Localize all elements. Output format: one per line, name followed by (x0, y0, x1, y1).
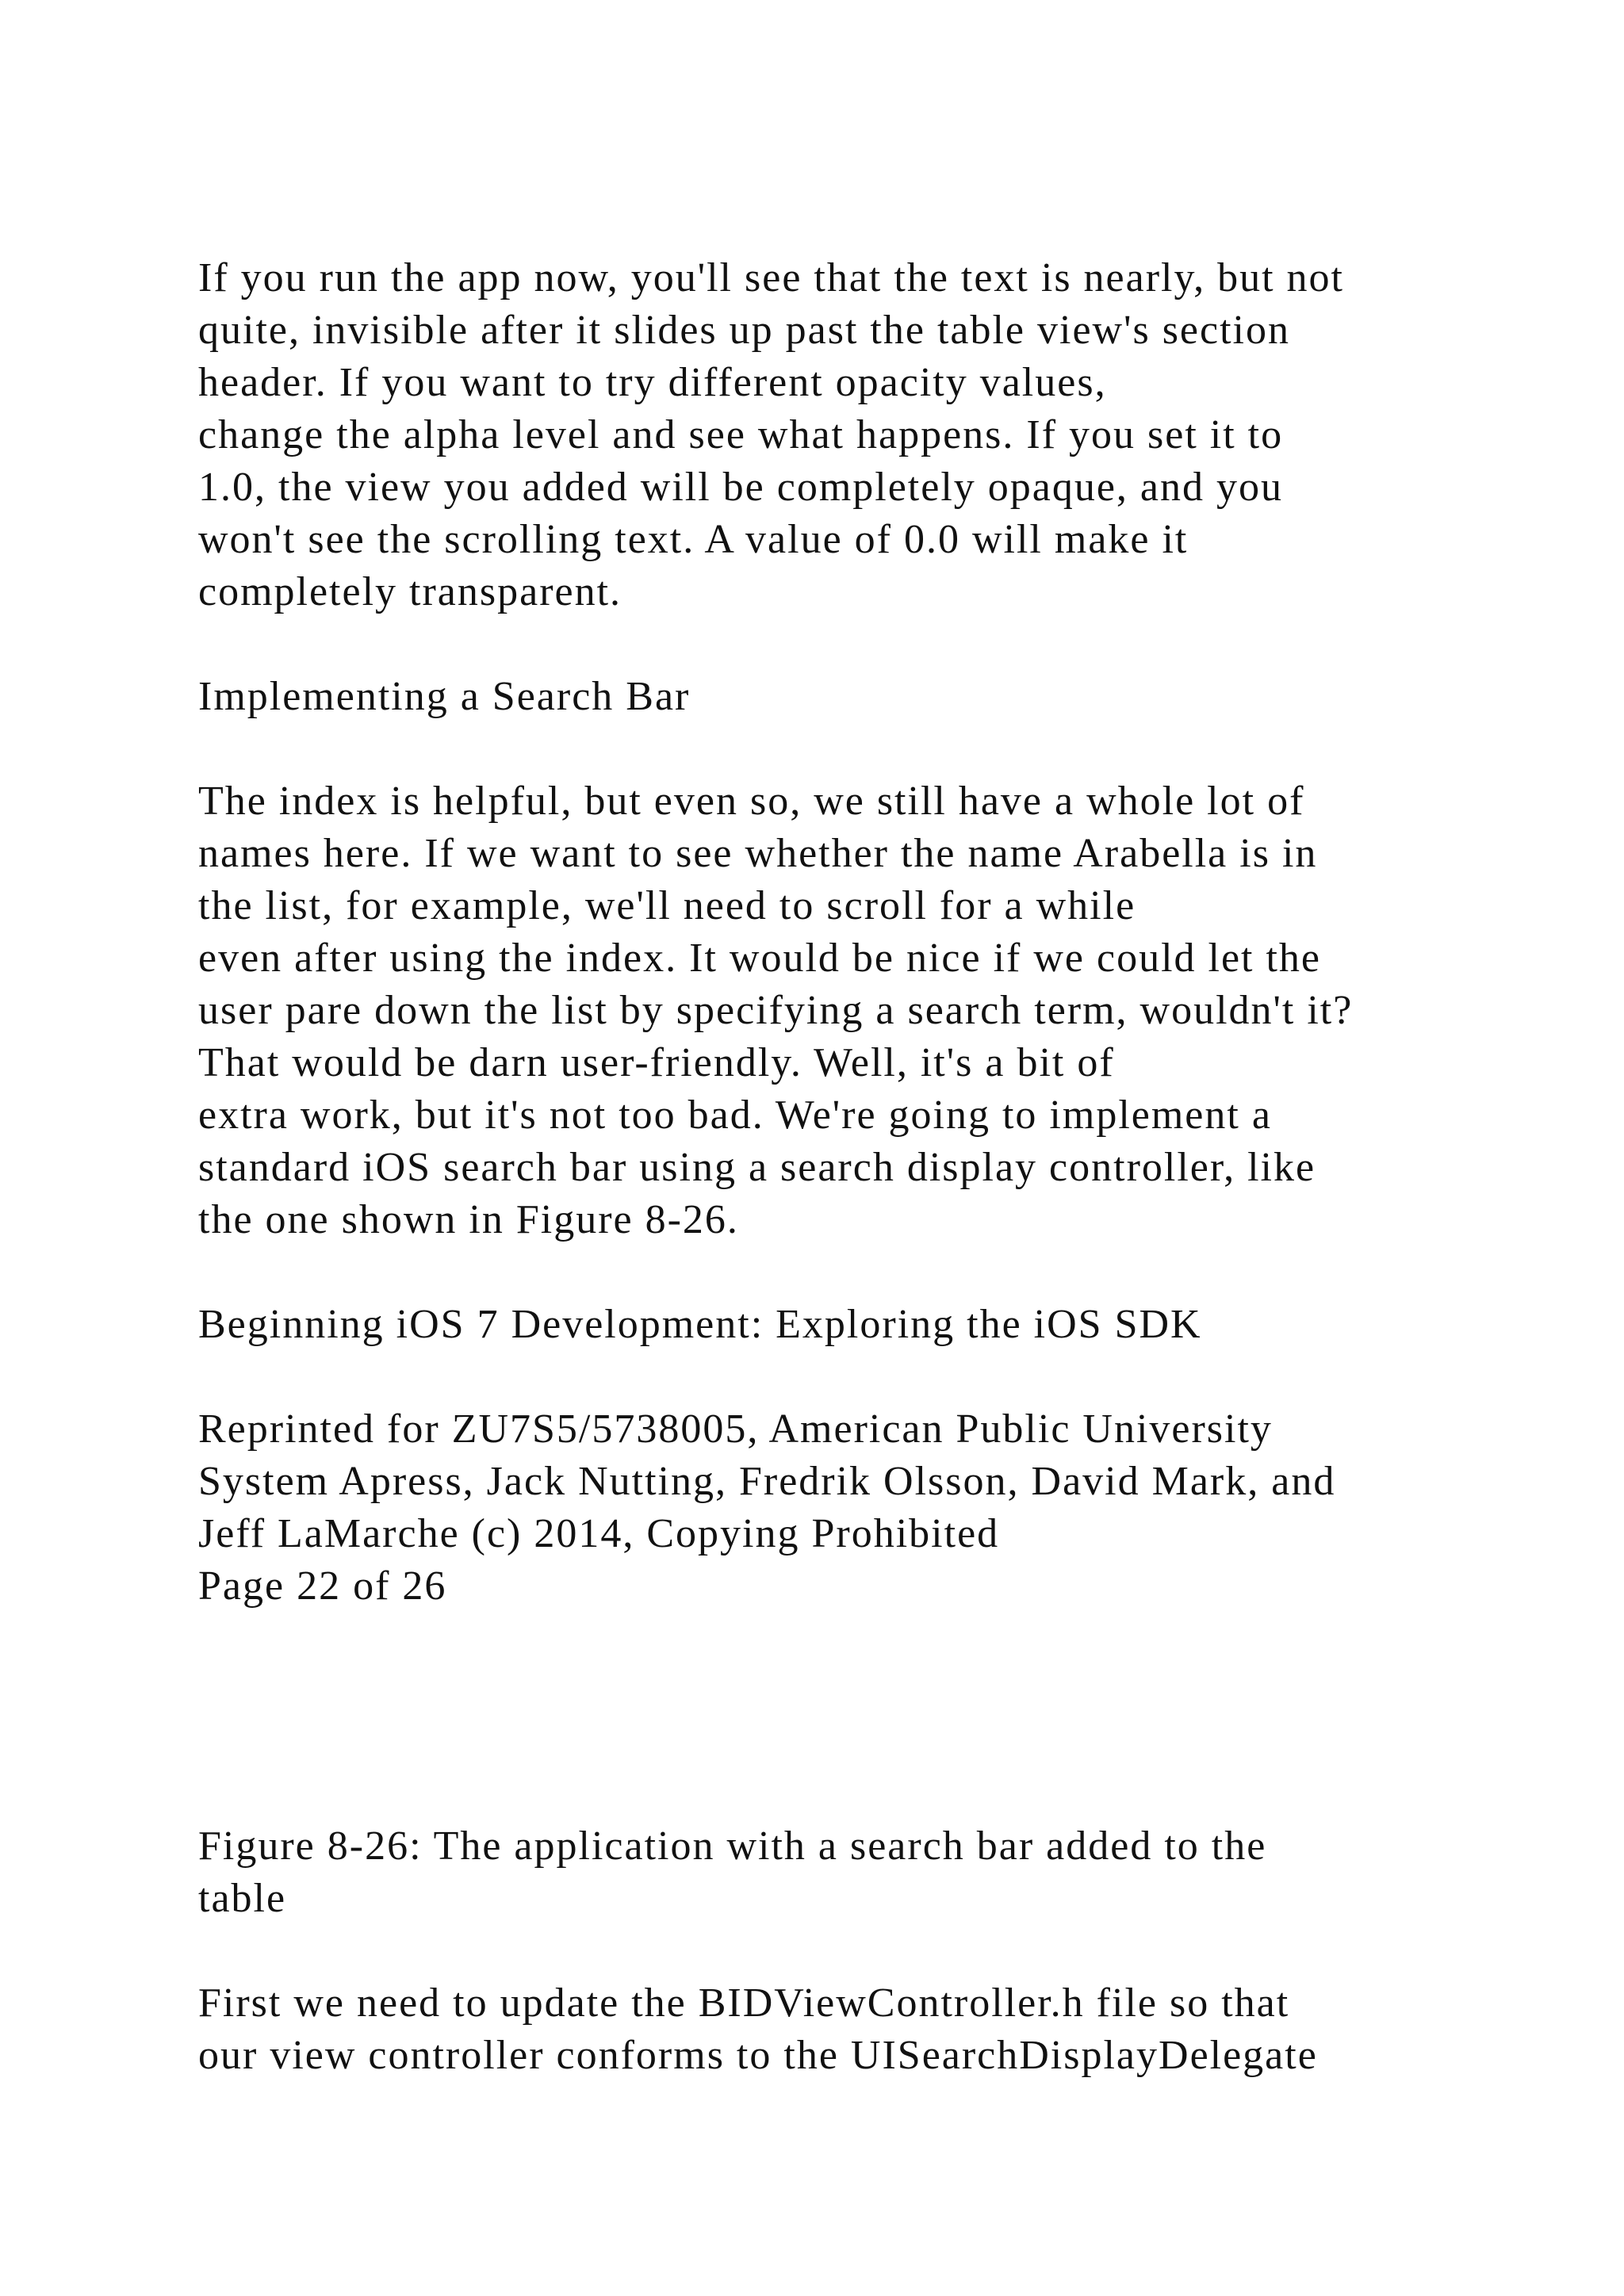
section-heading: Implementing a Search Bar (198, 674, 691, 719)
paragraph-2-line-8: standard iOS search bar using a search display controller, like (198, 1145, 1316, 1190)
paragraph-1-line-7: completely transparent. (198, 569, 622, 614)
paragraph-3-line-1: First we need to update the BIDViewController.h file so that (198, 1980, 1290, 2026)
paragraph-1-line-1: If you run the app now, you'll see that the text is nearly, but not (198, 255, 1344, 300)
reprint-notice-line-2: System Apress, Jack Nutting, Fredrik Olsson, David Mark, and (198, 1459, 1336, 1504)
figure-caption-line-1: Figure 8-26: The application with a search bar added to the (198, 1823, 1267, 1869)
reprint-notice-line-1: Reprinted for ZU7S5/5738005, American Public University (198, 1406, 1273, 1452)
book-title: Beginning iOS 7 Development: Exploring the iOS SDK (198, 1302, 1202, 1347)
paragraph-1-line-5: 1.0, the view you added will be completely opaque, and you (198, 465, 1284, 510)
paragraph-2-line-6: That would be darn user-friendly. Well, it's a bit of (198, 1040, 1115, 1085)
reprint-notice-line-3: Jeff LaMarche (c) 2014, Copying Prohibited (198, 1511, 1000, 1556)
paragraph-2-line-7: extra work, but it's not too bad. We're going to implement a (198, 1093, 1272, 1138)
paragraph-1-line-6: won't see the scrolling text. A value of 0.0 will make it (198, 517, 1189, 562)
paragraph-1-line-2: quite, invisible after it slides up past the table view's section (198, 308, 1290, 353)
paragraph-2-line-9: the one shown in Figure 8-26. (198, 1197, 739, 1242)
paragraph-2-line-3: the list, for example, we'll need to scroll for a while (198, 883, 1136, 928)
paragraph-1-line-4: change the alpha level and see what happens. If you set it to (198, 412, 1284, 457)
page-number: Page 22 of 26 (198, 1563, 447, 1609)
paragraph-3-line-2: our view controller conforms to the UISearchDisplayDelegate (198, 2033, 1318, 2078)
paragraph-2-line-4: even after using the index. It would be nice if we could let the (198, 936, 1322, 981)
paragraph-2-line-2: names here. If we want to see whether the name Arabella is in (198, 831, 1318, 876)
paragraph-2-line-1: The index is helpful, but even so, we still have a whole lot of (198, 779, 1305, 824)
paragraph-2-line-5: user pare down the list by specifying a search term, wouldn't it? (198, 988, 1354, 1033)
paragraph-1-line-3: header. If you want to try different opacity values, (198, 360, 1107, 405)
figure-caption-line-2: table (198, 1876, 287, 1921)
